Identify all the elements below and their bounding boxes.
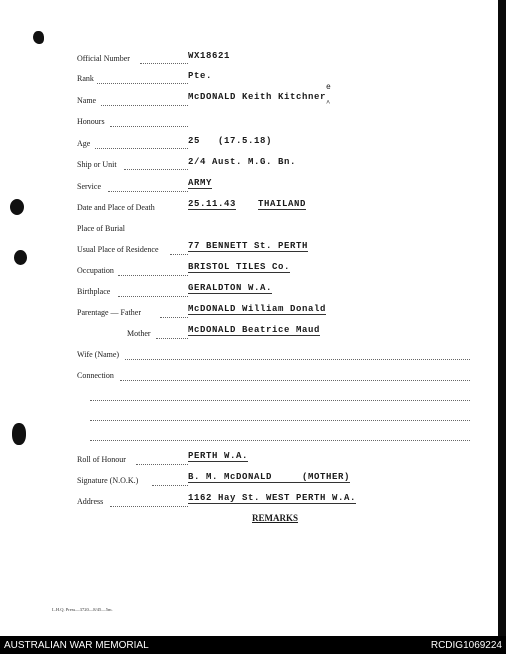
- signature-label: Signature (N.O.K.): [77, 476, 139, 485]
- dotted-line: [90, 440, 470, 441]
- death-date: 25.11.43: [188, 199, 237, 209]
- age-label: Age: [77, 139, 91, 148]
- official-number-value: WX18621: [188, 51, 231, 61]
- mother-label: Mother: [127, 329, 151, 338]
- dotted-line: [125, 359, 470, 360]
- punch-hole-mark: [12, 423, 26, 445]
- roll-value: PERTH W.A.: [188, 451, 249, 461]
- name-value: McDONALD Keith Kitchner: [188, 92, 327, 102]
- dotted-line: [136, 464, 188, 465]
- dotted-line: [110, 506, 188, 507]
- connection-label: Connection: [77, 371, 114, 380]
- service-value: ARMY: [188, 178, 213, 188]
- dotted-line: [160, 317, 188, 318]
- dotted-line: [152, 485, 188, 486]
- scan-edge: [498, 0, 506, 636]
- address-label: Address: [77, 497, 104, 506]
- birthplace-value: GERALDTON W.A.: [188, 283, 273, 293]
- name-caret: ^: [326, 100, 331, 108]
- dotted-line: [90, 420, 470, 421]
- dotted-line: [124, 169, 188, 170]
- mother-value: McDONALD Beatrice Maud: [188, 325, 321, 335]
- residence-value: 77 BENNETT St. PERTH: [188, 241, 309, 251]
- roll-label: Roll of Honour: [77, 455, 126, 464]
- wife-label: Wife (Name): [77, 350, 120, 359]
- name-correction: e: [326, 83, 332, 92]
- dotted-line: [120, 380, 470, 381]
- burial-label: Place of Burial: [77, 224, 125, 233]
- father-label: Parentage — Father: [77, 308, 141, 317]
- dotted-line: [101, 105, 188, 106]
- dotted-line: [156, 338, 188, 339]
- dotted-line: [97, 83, 188, 84]
- signature-value: B. M. McDONALD (MOTHER): [188, 472, 351, 482]
- dotted-line: [170, 254, 188, 255]
- father-value: McDONALD William Donald: [188, 304, 327, 314]
- birthplace-label: Birthplace: [77, 287, 111, 296]
- dotted-line: [108, 191, 188, 192]
- archive-footer: [0, 636, 506, 654]
- footer-source: AUSTRALIAN WAR MEMORIAL: [4, 640, 149, 651]
- address-value: 1162 Hay St. WEST PERTH W.A.: [188, 493, 357, 503]
- dotted-line: [110, 126, 188, 127]
- dotted-line: [118, 296, 188, 297]
- dotted-line: [140, 63, 188, 64]
- ship-value: 2/4 Aust. M.G. Bn.: [188, 157, 297, 167]
- punch-hole-mark: [14, 250, 27, 265]
- printer-note: L.H.Q. Press—3720—8/45—5m.: [52, 607, 113, 612]
- honours-label: Honours: [77, 117, 105, 126]
- punch-hole-mark: [10, 199, 24, 215]
- footer-id: RCDIG1069224: [430, 640, 502, 651]
- dotted-line: [90, 400, 470, 401]
- punch-hole-mark: [33, 31, 44, 44]
- dotted-line: [118, 275, 188, 276]
- rank-label: Rank: [77, 74, 94, 83]
- ship-label: Ship or Unit: [77, 160, 117, 169]
- name-label: Name: [77, 96, 97, 105]
- official-number-label: Official Number: [77, 54, 130, 63]
- residence-label: Usual Place of Residence: [77, 245, 159, 254]
- death-label: Date and Place of Death: [77, 203, 155, 212]
- rank-value: Pte.: [188, 71, 213, 81]
- age-value: 25 (17.5.18): [188, 136, 273, 146]
- dotted-line: [95, 148, 188, 149]
- occupation-label: Occupation: [77, 266, 114, 275]
- death-place: THAILAND: [258, 199, 307, 209]
- remarks-heading: REMARKS: [252, 513, 299, 523]
- service-label: Service: [77, 182, 101, 191]
- occupation-value: BRISTOL TILES Co.: [188, 262, 291, 272]
